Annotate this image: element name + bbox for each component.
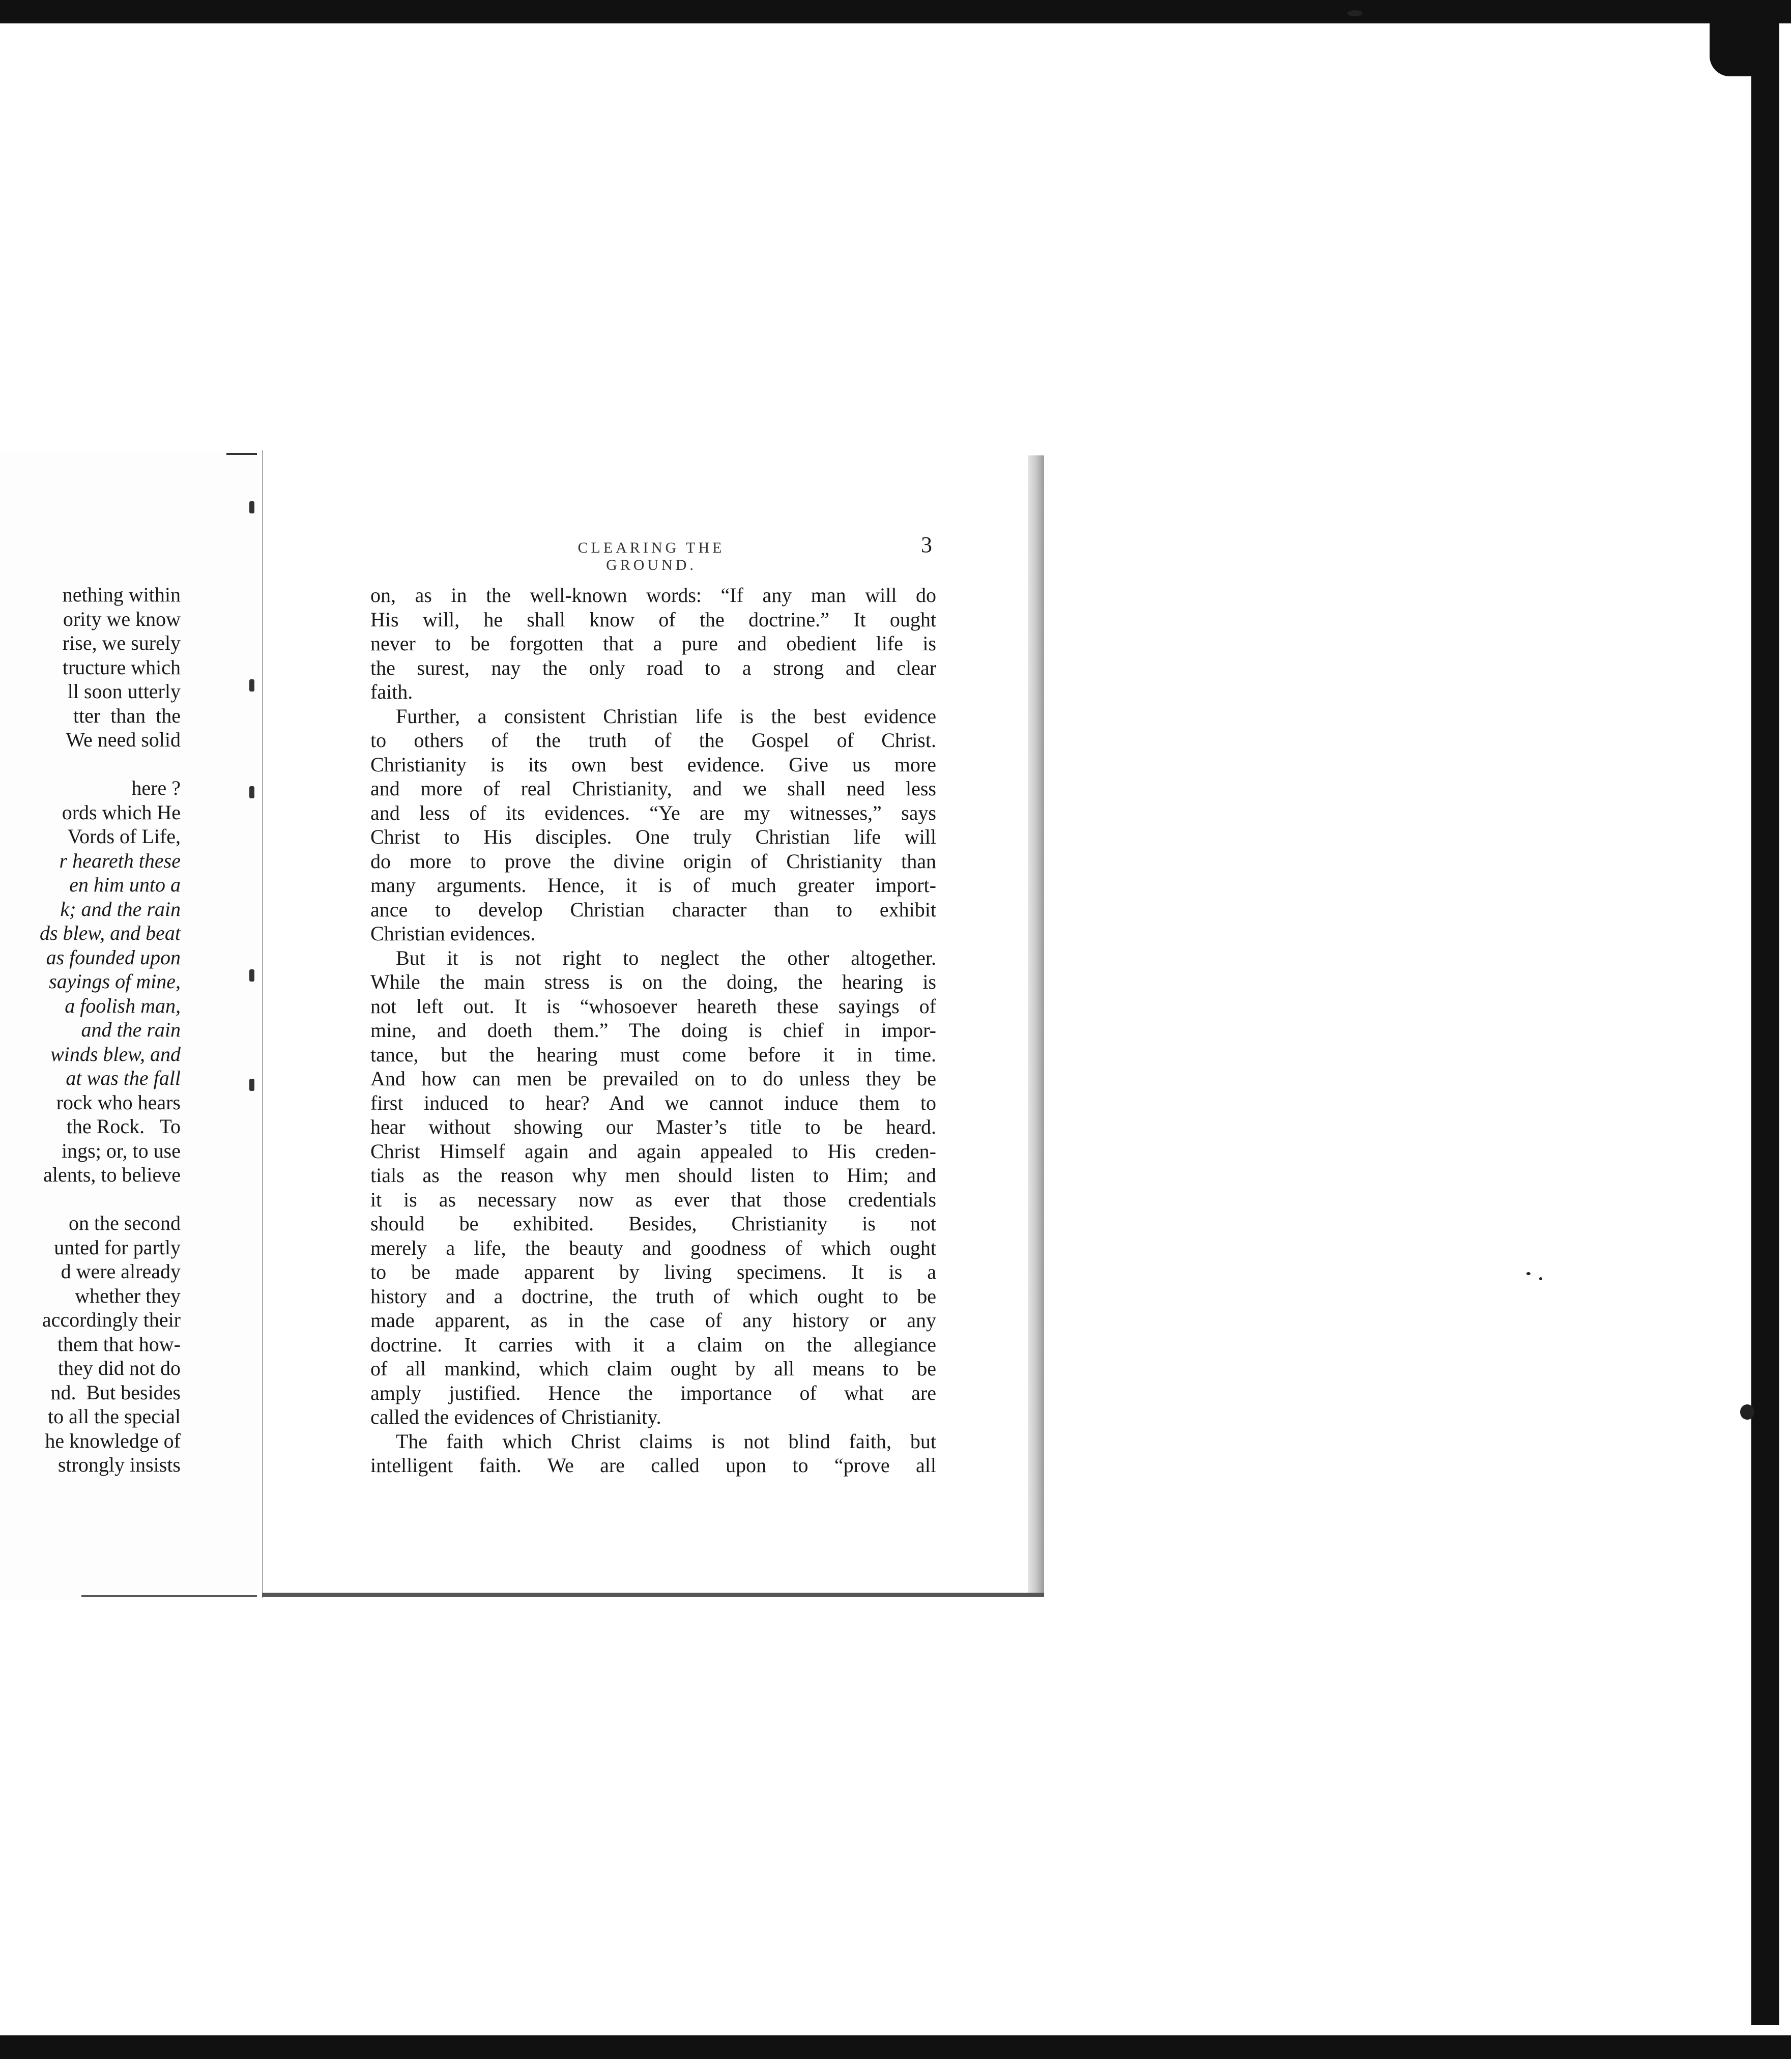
- body-line: Christ Himself again and again appealed to His creden-: [370, 1139, 936, 1163]
- body-line: His will, he shall know of the doctrine.” It ought: [370, 608, 936, 631]
- page-bottom-edge: [262, 1593, 1044, 1597]
- body-line: ance to develop Christian character than to exhibit: [370, 898, 936, 921]
- left-page-line: [0, 1187, 181, 1212]
- body-line: to be made apparent by living specimens. It is a: [370, 1260, 936, 1283]
- body-line: tials as the reason why men should listen to Him; and: [370, 1164, 936, 1187]
- left-page-text: [0, 583, 181, 1477]
- gutter-mark: [249, 501, 254, 513]
- scan-speck: [1526, 1272, 1530, 1275]
- body-line: never to be forgotten that a pure and obedient life is: [370, 632, 936, 655]
- body-line: Christianity is its own best evidence. Give us more: [370, 753, 936, 776]
- left-page-line: rock who hears: [56, 1090, 181, 1114]
- left-page-bottom-rule: [81, 1595, 257, 1597]
- body-line: first induced to hear? And we cannot induce them to: [370, 1091, 936, 1114]
- left-page-line: alents, to believe: [43, 1163, 181, 1186]
- left-page-line: on the second: [69, 1212, 181, 1234]
- left-page-line: winds blew, and: [50, 1042, 181, 1066]
- left-page-line: ds blew, and beat: [39, 922, 181, 944]
- left-page-line: Vords of Life,: [67, 825, 181, 848]
- body-line: Christ to His disciples. One truly Christian life will: [370, 825, 936, 848]
- left-page-line: he knowledge of: [45, 1429, 181, 1452]
- left-page-line: strongly insists: [57, 1453, 181, 1476]
- body-line: called the evidences of Christianity.: [370, 1405, 661, 1428]
- left-page-line: ings; or, to use: [62, 1139, 181, 1162]
- left-page-line: at was the fall: [66, 1067, 181, 1089]
- scanner-frame-right: [1751, 51, 1779, 2025]
- body-line: history and a doctrine, the truth of which ought to be: [370, 1284, 936, 1308]
- body-line: and more of real Christianity, and we shall need less: [370, 777, 936, 800]
- body-line: Further, a consistent Christian life is the best evidence: [396, 704, 936, 728]
- body-line: amply justified. Hence the importance of what are: [370, 1381, 936, 1404]
- body-line: mine, and doeth them.” The doing is chief in impor-: [370, 1019, 936, 1042]
- left-page-line: ority we know: [63, 607, 181, 630]
- body-line: tance, but the hearing must come before it in time.: [370, 1043, 936, 1066]
- body-line: the surest, nay the only road to a strong and clear: [370, 656, 936, 679]
- left-page-line: We need solid: [66, 728, 181, 751]
- body-line: made apparent, as in the case of any history or any: [370, 1309, 936, 1332]
- scan-speck: [1347, 10, 1363, 16]
- scan-speck: [1740, 1404, 1754, 1420]
- left-page-line: them that how-: [57, 1332, 181, 1356]
- body-line: many arguments. Hence, it is of much greater import-: [370, 874, 936, 897]
- body-line: do more to prove the divine origin of Christianity than: [370, 849, 936, 873]
- left-page: [0, 453, 257, 1600]
- left-page-line: en him unto a: [69, 873, 181, 896]
- body-line: But it is not right to neglect the other altogether.: [396, 946, 936, 969]
- left-page-line: [0, 752, 181, 776]
- left-page-line: accordingly their: [42, 1308, 181, 1331]
- page-edge: [1028, 455, 1044, 1595]
- body-line: it is as necessary now as ever that those credentials: [370, 1188, 936, 1211]
- left-page-line: and the rain: [81, 1018, 181, 1041]
- left-page-line: unted for partly: [54, 1235, 181, 1259]
- body-line: doctrine. It carries with it a claim on the allegiance: [370, 1333, 936, 1356]
- left-page-line: ords which He: [62, 800, 181, 824]
- left-page-line: tructure which: [62, 655, 181, 679]
- left-page-line: nd. But besides: [50, 1380, 181, 1404]
- left-page-line: nething within: [62, 583, 181, 606]
- scanner-frame-bottom: [0, 2035, 1791, 2059]
- page-number: 3: [921, 532, 932, 557]
- body-line: While the main stress is on the doing, the hearing is: [370, 970, 936, 993]
- left-page-top-rule: [226, 453, 257, 455]
- body-line: intelligent faith. We are called upon to “prove all: [370, 1454, 936, 1477]
- body-line: faith.: [370, 680, 413, 703]
- body-line: and less of its evidences. “Ye are my witnesses,” says: [370, 801, 936, 824]
- left-page-line: to all the special: [47, 1405, 181, 1428]
- body-line: The faith which Christ claims is not blind faith, but: [396, 1429, 936, 1453]
- left-page-line: the Rock. To: [66, 1115, 181, 1138]
- left-page-line: k; and the rain: [60, 897, 181, 920]
- scan-speck: [1539, 1277, 1542, 1280]
- left-page-line: here ?: [131, 776, 181, 799]
- body-line: not left out. It is “whosoever heareth these sayings of: [370, 994, 936, 1018]
- left-page-line: ll soon utterly: [67, 680, 181, 703]
- body-line: of all mankind, which claim ought by all means to be: [370, 1357, 936, 1380]
- left-page-line: sayings of mine,: [49, 970, 181, 993]
- left-page-line: whether they: [75, 1284, 181, 1307]
- body-line: to others of the truth of the Gospel of Christ.: [370, 729, 936, 752]
- body-line: Christian evidences.: [370, 922, 536, 945]
- left-page-line: r heareth these: [59, 849, 181, 872]
- left-page-line: as founded upon: [46, 945, 181, 969]
- gutter-mark: [249, 679, 254, 692]
- left-page-line: a foolish man,: [65, 994, 181, 1017]
- left-page-line: tter than the: [73, 704, 181, 727]
- body-line: should be exhibited. Besides, Christianity is not: [370, 1212, 936, 1235]
- body-line: hear without showing our Master’s title to be heard.: [370, 1115, 936, 1138]
- gutter-mark: [249, 786, 254, 798]
- left-page-line: they did not do: [57, 1357, 181, 1379]
- left-page-line: d were already: [61, 1260, 181, 1283]
- body-line: merely a life, the beauty and goodness of which ought: [370, 1236, 936, 1259]
- gutter-mark: [249, 969, 254, 982]
- body-line: on, as in the well-known words: “If any man will do: [370, 584, 936, 607]
- scanner-frame-top: [0, 0, 1791, 23]
- running-head: CLEARING THE GROUND.: [577, 539, 725, 573]
- body-line: And how can men be prevailed on to do unless they be: [370, 1067, 936, 1090]
- gutter-mark: [249, 1079, 254, 1091]
- body-text: [370, 583, 936, 1478]
- left-page-line: rise, we surely: [62, 631, 181, 654]
